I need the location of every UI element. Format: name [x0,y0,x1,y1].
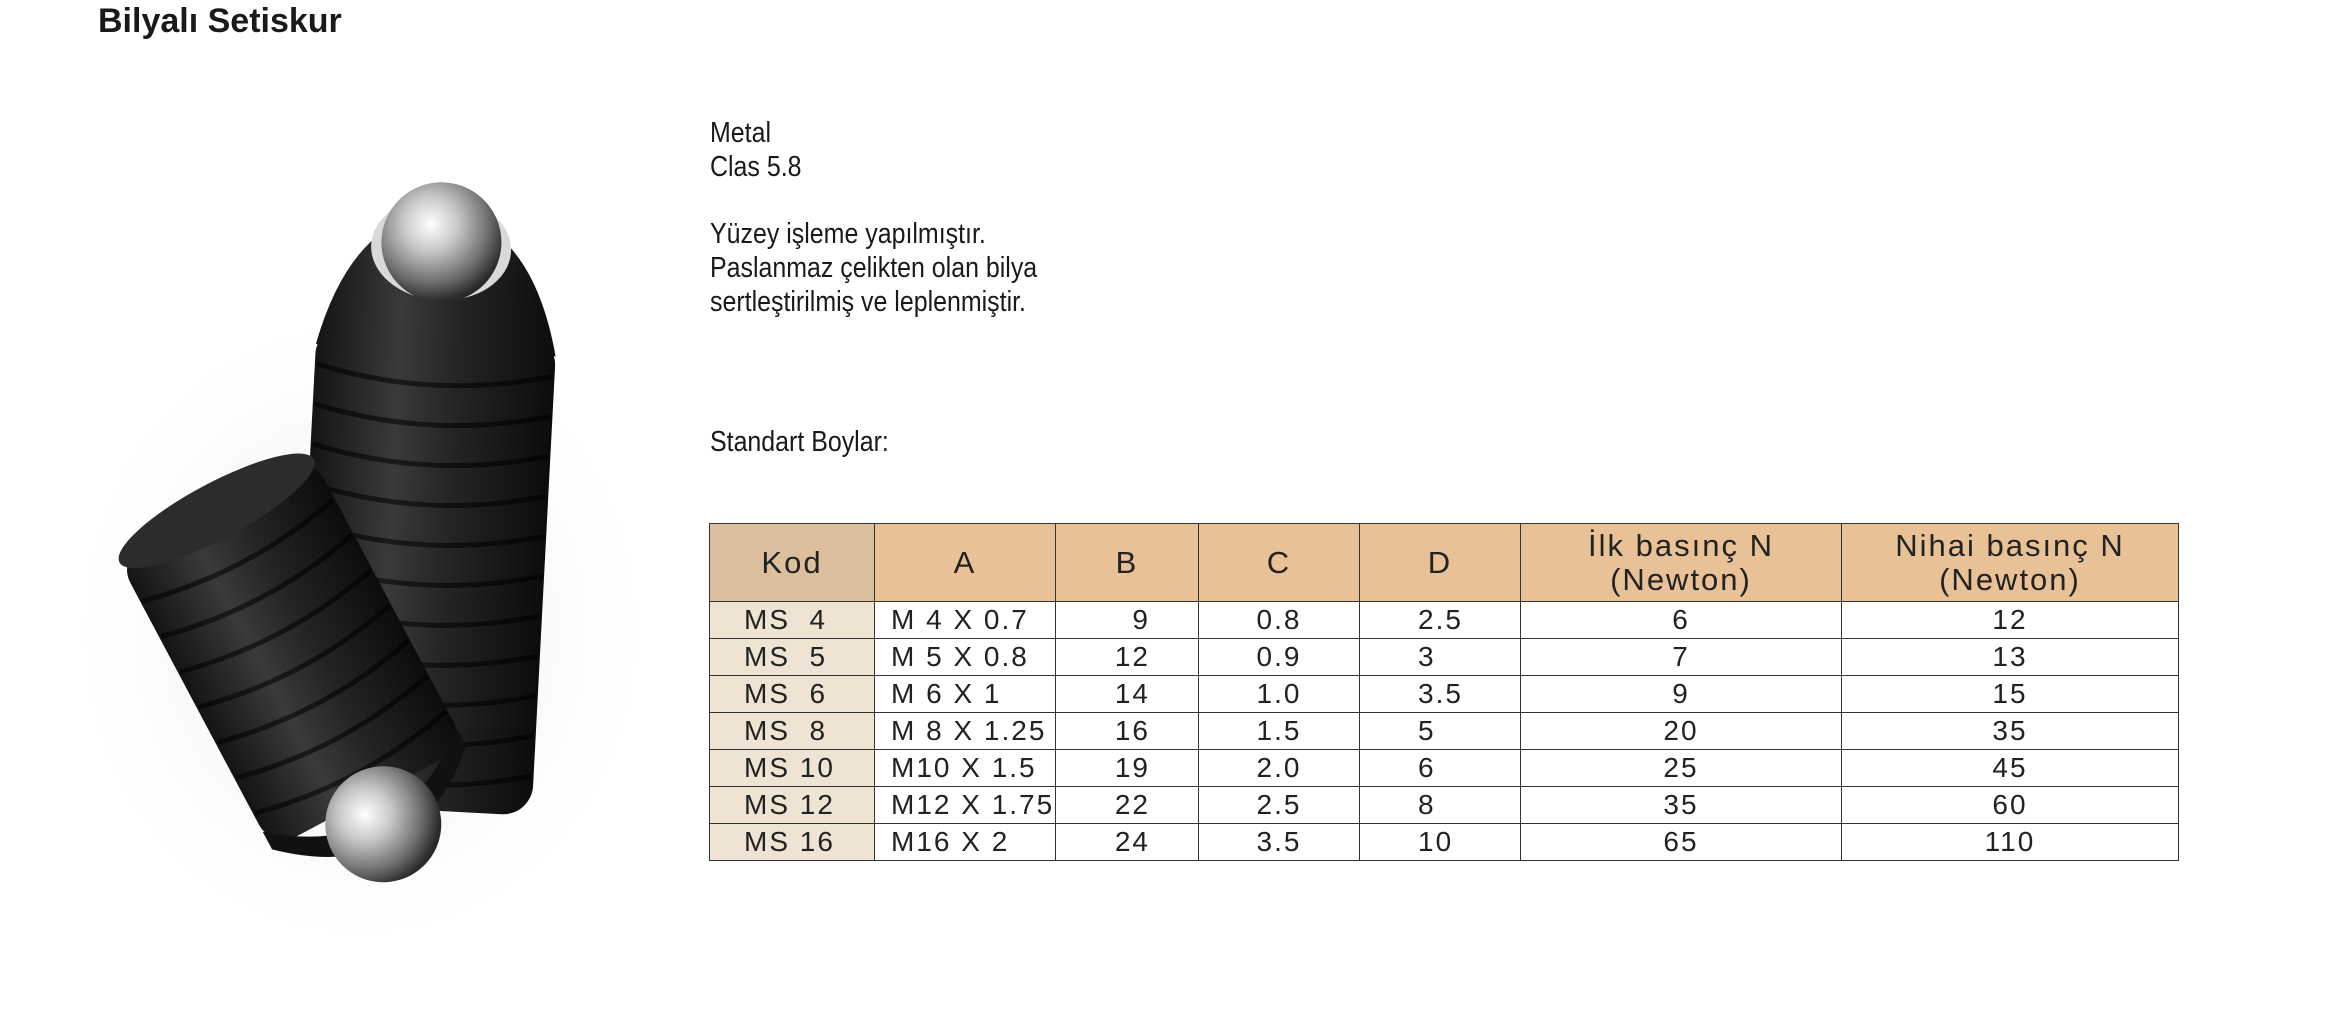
cell-a: M 5 X 0.8 [875,639,1056,676]
cell-d: 5 [1360,713,1521,750]
cell-d: 3.5 [1360,676,1521,713]
cell-initial-pressure: 25 [1521,750,1842,787]
header-final-pressure-unit: (Newton) [1939,561,2081,597]
cell-b: 24 [1056,824,1199,861]
cell-b: 22 [1056,787,1199,824]
surface-line: Yüzey işleme yapılmıştır. [710,218,986,250]
cell-c: 1.5 [1199,713,1360,750]
cell-b: 9 [1056,602,1199,639]
cell-final-pressure: 60 [1842,787,2179,824]
header-c: C [1199,524,1360,602]
cell-d: 3 [1360,639,1521,676]
table-row [710,676,2179,713]
cell-b: 16 [1056,713,1199,750]
sizes-table [709,523,2179,861]
table-header-row [710,524,2179,602]
cell-kod: MS 8 [710,713,875,750]
header-d: D [1360,524,1521,602]
cell-b: 14 [1056,676,1199,713]
ball-plunger-photo [40,160,660,950]
cell-c: 2.0 [1199,750,1360,787]
cell-initial-pressure: 65 [1521,824,1842,861]
cell-final-pressure: 45 [1842,750,2179,787]
cell-kod: MS 4 [710,602,875,639]
cell-a: M10 X 1.5 [875,750,1056,787]
cell-d: 8 [1360,787,1521,824]
cell-final-pressure: 110 [1842,824,2179,861]
cell-final-pressure: 12 [1842,602,2179,639]
cell-initial-pressure: 6 [1521,602,1842,639]
cell-c: 0.9 [1199,639,1360,676]
cell-d: 2.5 [1360,602,1521,639]
cell-d: 6 [1360,750,1521,787]
cell-kod: MS 10 [710,750,875,787]
table-row [710,824,2179,861]
header-a: A [875,524,1056,602]
header-final-pressure-label: Nihai basınç N [1895,527,2125,563]
table-row [710,713,2179,750]
header-final-pressure [1842,524,2179,602]
table-row [710,639,2179,676]
cell-kod: MS 16 [710,824,875,861]
cell-a: M12 X 1.75 [875,787,1056,824]
cell-a: M 4 X 0.7 [875,602,1056,639]
header-kod: Kod [710,524,875,602]
cell-final-pressure: 35 [1842,713,2179,750]
cell-kod: MS 6 [710,676,875,713]
header-initial-pressure-label: İlk basınç N [1588,527,1774,563]
cell-c: 2.5 [1199,787,1360,824]
standard-sizes-label: Standart Boylar: [710,426,889,458]
cell-c: 1.0 [1199,676,1360,713]
table-row [710,787,2179,824]
table-row [710,750,2179,787]
header-initial-pressure-unit: (Newton) [1610,561,1752,597]
class-line: Clas 5.8 [710,151,802,183]
cell-initial-pressure: 7 [1521,639,1842,676]
ball-line: Paslanmaz çelikten olan bilya [710,252,1038,284]
cell-initial-pressure: 20 [1521,713,1842,750]
cell-b: 12 [1056,639,1199,676]
cell-initial-pressure: 9 [1521,676,1842,713]
cell-c: 3.5 [1199,824,1360,861]
specs-text [710,116,1037,319]
cell-d: 10 [1360,824,1521,861]
cell-b: 19 [1056,750,1199,787]
material-line: Metal [710,117,771,149]
table-row [710,602,2179,639]
cell-a: M16 X 2 [875,824,1056,861]
hardening-line: sertleştirilmiş ve leplenmiştir. [710,286,1026,318]
header-initial-pressure [1521,524,1842,602]
cell-a: M 6 X 1 [875,676,1056,713]
header-b: B [1056,524,1199,602]
page-title: Bilyalı Setiskur [98,2,342,40]
cell-initial-pressure: 35 [1521,787,1842,824]
cell-c: 0.8 [1199,602,1360,639]
cell-final-pressure: 15 [1842,676,2179,713]
cell-kod: MS 5 [710,639,875,676]
cell-kod: MS 12 [710,787,875,824]
cell-final-pressure: 13 [1842,639,2179,676]
cell-a: M 8 X 1.25 [875,713,1056,750]
